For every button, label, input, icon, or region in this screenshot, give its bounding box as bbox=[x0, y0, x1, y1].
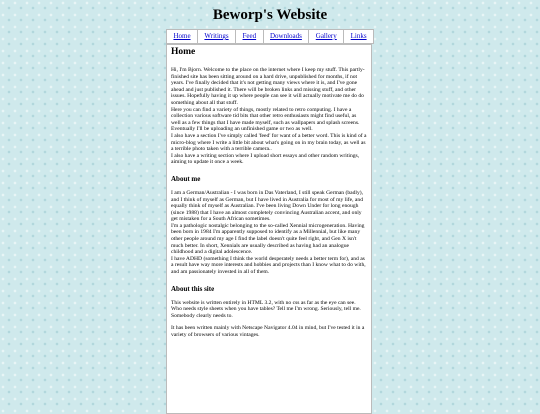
about-me-paragraph-1: I am a German/Australian - I was born in Das Vaterland, I still speak German (badly), and I think of myself as German, but I have lived in Australia for most of my life, and equally think of myself as Australian. I've been living Down Under for long enough (since 1988) that I have an almost completely convincing Australian accent, and only get mistaken for a South African sometimes. bbox=[171, 189, 364, 223]
intro-paragraph-4: I also have a writing section where I upload short essays and other random writings, aiming to update it once a week. bbox=[171, 152, 360, 166]
about-me-paragraph-2: I'm a pathologic nostalgic belonging to the so-called Xennial microgeneration. Having been born in 1984 I'm apparently supposed to identify as a Millennial, but like many other people around my age I find the label doesn't quite feel right, and Gen X isn't much better. In short, Xennials are usually described as having had an analogue childhood and a digital adolescence. bbox=[171, 222, 365, 256]
about-site-paragraph-2: It has been written mainly with Netscape Navigator 4.04 in mind, but I've tested it in a variety of browsers of various vintages. bbox=[171, 325, 365, 338]
intro-paragraph-3: I also have a section I've simply called 'feed' for want of a better word. This is kind of a micro-blog where I write a little bit about what's going on in my brain today, as well as a terrible photo taken with a terrible camera.. bbox=[171, 132, 367, 153]
intro-paragraph-1: Hi, I'm Bjorn. Welcome to the place on the internet where I keep my stuff. This partly-finished site has been sitting around on a hard drive, unpublished for months, if not years. I've finally decided that it's not getting many views where it is, and I've gone ahead and just published it. There will be broken links and missing stuff, and other issues. Hopefully having it up where people can see it will actually motivate me do do something about all that stuff. bbox=[171, 67, 365, 106]
nav-home-link[interactable]: Home bbox=[167, 30, 198, 43]
nav-downloads-link[interactable]: Downloads bbox=[264, 30, 310, 43]
nav-links-link[interactable]: Links bbox=[350, 32, 367, 40]
nav-bar bbox=[166, 29, 374, 44]
site-title: Beworp's Website bbox=[212, 7, 328, 23]
about-site-paragraph-1: This website is written entirely in HTML 3.2, with no css as far as the eye can see. Who needs style sheets when you have tables? Tell me I'm wrong. Seriously, tell me. Somebody clearly needs to. bbox=[171, 299, 361, 319]
content-panel bbox=[166, 44, 372, 414]
page-heading: Home bbox=[171, 47, 196, 57]
nav-gallery-link[interactable]: Gallery bbox=[309, 30, 344, 43]
about-site-heading: About this site bbox=[171, 284, 215, 293]
about-me-heading: About me bbox=[171, 174, 201, 183]
nav-feed-link[interactable]: Feed bbox=[236, 30, 263, 43]
nav-writings-link[interactable]: Writings bbox=[198, 30, 236, 43]
about-me-paragraph-3: I have ADHD (something I think the world desperately needs a better term for), and as a result have way more interests and hobbies and projects than I know what to do with, and am passionately invested in all of them. bbox=[171, 255, 366, 276]
intro-paragraph-2: Here you can find a variety of things, mostly related to retro computing. I have a collection various software tid bits that other retro enthusiasts might find useful, as well as a few things that I have made myself, such as wallpapers and splash screens. Eventually I'll be uploading an unfinished game or two as well. bbox=[171, 106, 360, 133]
